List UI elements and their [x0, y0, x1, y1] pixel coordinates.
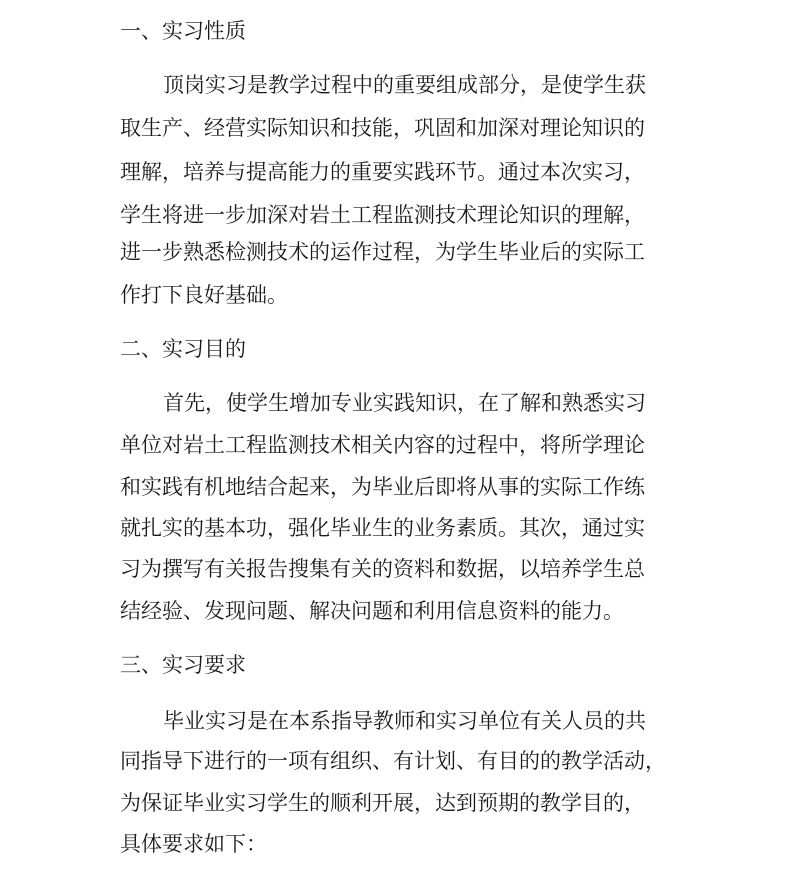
paragraph-line: 首先，使学生增加专业实践知识，在了解和熟悉实习: [163, 391, 646, 415]
paragraph-line: 顶岗实习是教学过程中的重要组成部分，是使学生获: [163, 73, 646, 97]
paragraph-line: 理解，培养与提高能力的重要实践环节。通过本次实习，: [120, 160, 645, 184]
section-heading-purpose: 二、实习目的: [120, 337, 246, 361]
paragraph-line: 具体要求如下：: [120, 832, 267, 856]
paragraph-line: 同指导下进行的一项有组织、有计划、有目的的教学活动，: [120, 749, 666, 773]
section-heading-requirements: 三、实习要求: [120, 653, 246, 677]
paragraph-line: 进一步熟悉检测技术的运作过程，为学生毕业后的实际工: [120, 240, 645, 264]
paragraph-line: 毕业实习是在本系指导教师和实习单位有关人员的共: [163, 709, 646, 733]
paragraph-line: 为保证毕业实习学生的顺利开展，达到预期的教学目的，: [120, 791, 645, 815]
paragraph-line: 就扎实的基本功，强化毕业生的业务素质。其次，通过实: [120, 516, 645, 540]
paragraph-line: 取生产、经营实际知识和技能，巩固和加深对理论知识的: [120, 116, 645, 140]
section-heading-nature: 一、实习性质: [120, 19, 246, 43]
paragraph-line: 作打下良好基础。: [120, 283, 288, 307]
paragraph-line: 和实践有机地结合起来，为毕业后即将从事的实际工作练: [120, 475, 645, 499]
paragraph-line: 结经验、发现问题、解决问题和利用信息资料的能力。: [120, 599, 624, 623]
paragraph-line: 单位对岩土工程监测技术相关内容的过程中，将所学理论: [120, 433, 645, 457]
paragraph-line: 学生将进一步加深对岩土工程监测技术理论知识的理解，: [120, 203, 645, 227]
paragraph-line: 习为撰写有关报告搜集有关的资料和数据，以培养学生总: [120, 557, 645, 581]
